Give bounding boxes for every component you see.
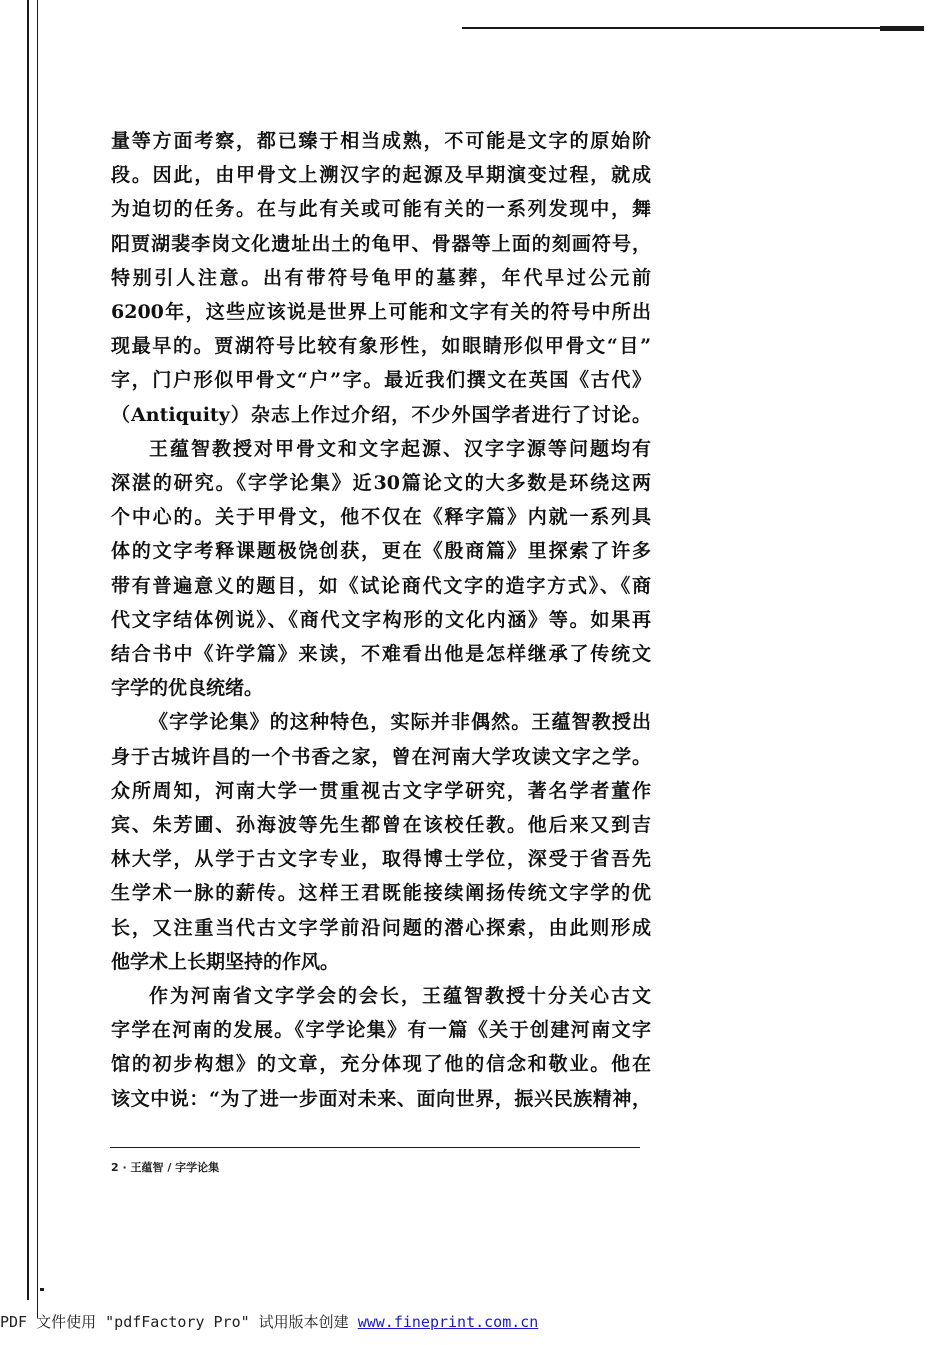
footer-rule — [110, 1147, 640, 1148]
text-line: 带有普遍意义的题目，如《试论商代文字的造字方式》、《商 — [111, 574, 651, 597]
paragraph-2 — [111, 432, 651, 706]
paragraph-1 — [111, 124, 651, 432]
text-line: 深湛的研究。《字学论集》近30篇论文的大多数是环绕这两 — [111, 472, 651, 495]
text-line: 为迫切的任务。在与此有关或可能有关的一系列发现中，舞 — [111, 198, 651, 221]
text-line: 宾、朱芳圃、孙海波等先生都曾在该校任教。他后来又到吉 — [111, 814, 651, 837]
text-line: 馆的初步构想》的文章，充分体现了他的信念和敬业。他在 — [111, 1053, 651, 1076]
paragraph-3 — [111, 705, 651, 979]
watermark-link[interactable]: www.fineprint.com.cn — [357, 1313, 539, 1331]
text-line: 字学的优良统绪。 — [111, 677, 264, 700]
text-line: 代文字结体例说》、《商代文字构形的文化内涵》等。如果再 — [111, 608, 651, 631]
text-line: 段。因此，由甲骨文上溯汉字的起源及早期演变过程，就成 — [111, 164, 651, 187]
text-line: 字，门户形似甲骨文“户”字。最近我们撰文在英国《古代》 — [111, 369, 651, 392]
text-line: 该文中说：“为了进一步面对未来、面向世界，振兴民族精神， — [111, 1087, 651, 1110]
text-line: 量等方面考察，都已臻于相当成熟，不可能是文字的原始阶 — [111, 130, 651, 152]
text-line: 字学在河南的发展。《字学论集》有一篇《关于创建河南文字 — [111, 1019, 651, 1042]
scan-border-left-outer — [27, 0, 29, 1300]
text-line: 作为河南省文字学会的会长，王蕴智教授十分关心古文 — [149, 985, 651, 1008]
text-line: 王蕴智教授对甲骨文和文字起源、汉字字源等问题均有 — [149, 437, 651, 460]
page-body — [111, 124, 651, 1116]
text-line: 6200年，这些应该说是世界上可能和文字有关的符号中所出 — [111, 301, 651, 324]
text-line: 众所周知，河南大学一贯重视古文字学研究，著名学者董作 — [111, 779, 651, 802]
pdf-watermark — [0, 1311, 538, 1332]
page-footer: 2 · 王蕴智 / 字学论集 — [111, 1161, 220, 1174]
watermark-text: PDF 文件使用 "pdfFactory Pro" 试用版本创建 — [0, 1313, 358, 1331]
text-line: 《字学论集》的这种特色，实际并非偶然。王蕴智教授出 — [149, 711, 651, 734]
text-line: 生学术一脉的薪传。这样王君既能接续阐扬传统文字学的优 — [111, 882, 651, 905]
text-line: 体的文字考释课题极饶创获，更在《殷商篇》里探索了许多 — [111, 540, 651, 563]
text-line: 特别引人注意。出有带符号龟甲的墓葬，年代早过公元前 — [111, 266, 651, 289]
text-line: （Antiquity）杂志上作过介绍，不少外国学者进行了讨论。 — [111, 403, 651, 426]
text-line: 现最早的。贾湖符号比较有象形性，如眼睛形似甲骨文“目” — [111, 335, 651, 358]
text-line: 个中心的。关于甲骨文，他不仅在《释字篇》内就一系列具 — [111, 506, 651, 529]
text-line: 结合书中《许学篇》来读，不难看出他是怎样继承了传统文 — [111, 643, 651, 666]
scan-border-left-inner — [37, 0, 38, 1318]
text-line: 他学术上长期坚持的作风。 — [111, 950, 340, 973]
text-line: 身于古城许昌的一个书香之家，曾在河南大学攻读文字之学。 — [111, 745, 651, 768]
text-line: 林大学，从学于古文字专业，取得博士学位，深受于省吾先 — [111, 848, 651, 871]
text-line: 阳贾湖裴李岗文化遗址出土的龟甲、骨器等上面的刻画符号， — [111, 232, 651, 255]
header-rule — [462, 27, 924, 29]
text-line: 长，又注重当代古文字学前沿问题的潜心探索，由此则形成 — [111, 916, 651, 939]
scan-mark — [40, 1288, 44, 1291]
paragraph-4 — [111, 979, 651, 1116]
header-rule-end — [880, 26, 924, 31]
